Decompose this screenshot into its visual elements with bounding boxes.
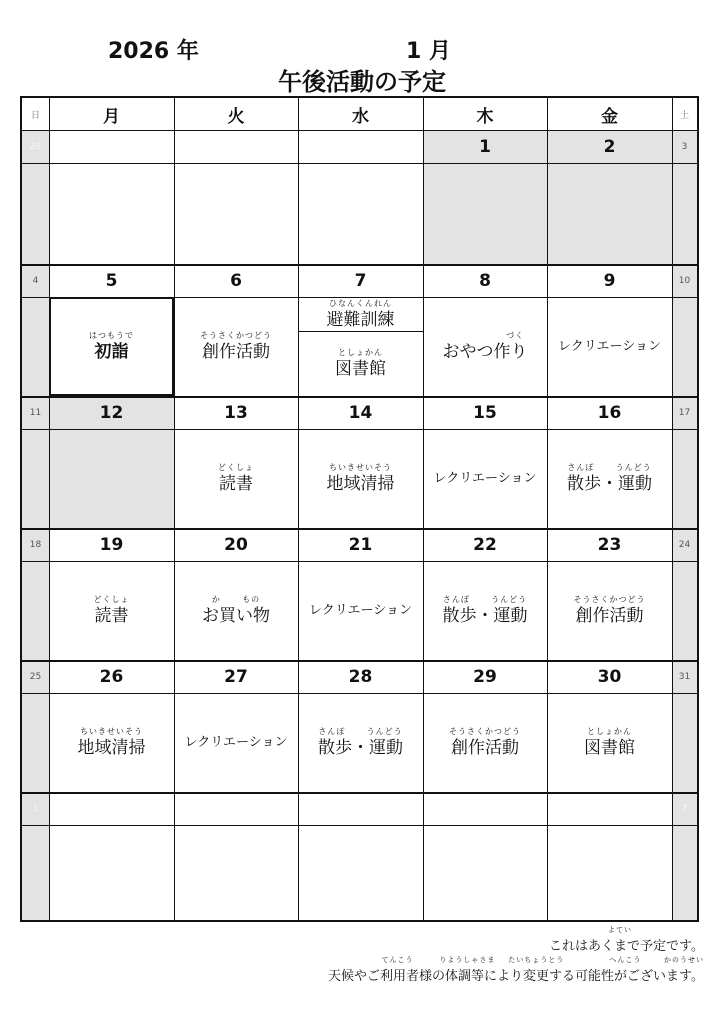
grid-row-line — [22, 297, 697, 298]
activity-ruby: そうさくかつどう — [200, 331, 272, 340]
grid-row-line — [22, 660, 697, 662]
day-number: 26 — [99, 666, 124, 687]
day-number: 19 — [99, 534, 124, 555]
activity-ruby: そうさくかつどう — [449, 727, 521, 736]
day-number: 27 — [224, 666, 248, 687]
grid-column-line — [423, 98, 424, 920]
day-number: 6 — [230, 270, 242, 291]
activity-cell — [49, 825, 174, 920]
day-number — [298, 792, 423, 825]
calendar-grid — [20, 96, 699, 922]
activity-name: 散歩・運動 — [318, 738, 403, 758]
activity-cell — [174, 429, 298, 528]
activity-item — [298, 331, 423, 396]
activity-name: 散歩・運動 — [442, 606, 528, 626]
sunday-date: 1 — [32, 803, 39, 814]
activity-name: 図書館 — [335, 359, 386, 379]
grid-row-line — [22, 693, 697, 694]
day-number: 20 — [224, 534, 248, 555]
weekday-header-4: 木 — [476, 106, 494, 127]
activity-name: 散歩・運動 — [567, 474, 652, 494]
activity-name: 読書 — [94, 606, 129, 626]
grid-column-line — [672, 98, 673, 920]
day-number: 29 — [473, 666, 497, 687]
activity-cell — [298, 163, 423, 264]
activity-ruby: か もの — [211, 595, 261, 604]
note-line-2-text: 天候やご利用者様の体調等により変更する可能性がございます。 — [328, 969, 704, 984]
activity-cell — [174, 297, 298, 396]
activity-cell — [174, 163, 298, 264]
activity-name: 地域清掃 — [77, 738, 146, 758]
weekday-header-5: 金 — [601, 106, 618, 127]
day-number: 8 — [479, 270, 491, 291]
activity-ruby: としょかん — [338, 348, 383, 357]
activity-name: 図書館 — [584, 738, 635, 758]
activity-ruby: さんぽ うんどう — [318, 727, 403, 736]
activity-ruby: ちいきせいそう — [80, 727, 143, 736]
day-number — [49, 130, 174, 163]
grid-column-line — [298, 98, 299, 920]
day-number: 28 — [348, 666, 373, 687]
saturday-date: 10 — [678, 275, 691, 286]
day-number: 1 — [479, 136, 491, 157]
activity-cell — [547, 693, 672, 792]
month-label: 1 月 — [406, 39, 451, 64]
activity-cell — [423, 825, 547, 920]
day-number: 14 — [348, 402, 373, 423]
activity-name: レクリエーション — [309, 602, 412, 618]
activity-cell — [547, 429, 672, 528]
activity-ruby: どくしょ — [93, 595, 130, 604]
activity-cell — [174, 561, 298, 660]
day-number — [547, 792, 672, 825]
activity-cell — [174, 825, 298, 920]
activity-cell — [547, 825, 672, 920]
saturday-date: 31 — [678, 671, 691, 682]
day-number — [49, 792, 174, 825]
saturday-date: 7 — [681, 803, 688, 814]
activity-ruby: はつもうで — [89, 331, 134, 340]
saturday-date: 24 — [678, 539, 691, 550]
day-number: 5 — [105, 270, 118, 291]
grid-row-line — [22, 163, 697, 164]
grid-row-line — [22, 264, 697, 266]
activity-cell — [423, 163, 547, 264]
activity-cell — [298, 693, 423, 792]
sunday-date: 4 — [32, 275, 39, 286]
activity-ruby: ひなんくんれん — [329, 298, 392, 308]
activity-name: 地域清掃 — [326, 474, 395, 494]
activity-name: レクリエーション — [184, 734, 288, 750]
activity-name: 初詣 — [94, 342, 129, 362]
grid-row-line — [22, 792, 697, 794]
activity-cell — [423, 561, 547, 660]
weekday-header-1: 月 — [103, 106, 120, 127]
day-number — [174, 792, 298, 825]
day-number — [423, 792, 547, 825]
day-number: 21 — [348, 534, 373, 555]
page-title: 午後活動の予定 — [278, 68, 446, 96]
day-number: 15 — [473, 402, 497, 423]
activity-ruby: どくしょ — [218, 463, 254, 472]
activity-cell — [298, 297, 423, 396]
activity-name: おやつ作り — [442, 342, 528, 362]
sunday-date: 11 — [29, 407, 42, 418]
activity-name: レクリエーション — [433, 470, 537, 486]
activity-ruby: さんぽ うんどう — [442, 595, 528, 604]
activity-cell — [423, 297, 547, 396]
sunday-date: 28 — [29, 141, 42, 152]
saturday-date: 17 — [678, 407, 691, 418]
saturday-date: 3 — [681, 141, 688, 152]
activity-name: 創作活動 — [202, 342, 270, 362]
note-line-1-text: これはあくまで予定です。 — [549, 939, 704, 954]
activity-ruby: としょかん — [587, 727, 632, 736]
activity-cell — [547, 163, 672, 264]
note-line-2 — [328, 956, 704, 984]
sunday-date: 18 — [29, 539, 42, 550]
grid-row-line — [22, 528, 697, 530]
activity-name: 創作活動 — [575, 606, 644, 626]
day-number: 16 — [597, 402, 622, 423]
grid-row-line — [22, 429, 697, 430]
grid-row-line — [22, 561, 697, 562]
grid-row-line — [22, 825, 697, 826]
activity-cell — [49, 163, 174, 264]
day-number: 13 — [224, 402, 248, 423]
activity-cell — [547, 297, 672, 396]
activity-ruby: づく — [445, 331, 525, 340]
activity-cell — [49, 561, 174, 660]
activity-ruby: さんぽ うんどう — [567, 463, 652, 472]
activity-name: 読書 — [219, 474, 253, 494]
grid-row-line — [22, 130, 697, 131]
grid-column-line — [547, 98, 548, 920]
sunday-date: 25 — [29, 671, 42, 682]
note-line-2-ruby: てんこう りようしゃさま たいちょうとう へんこう かのうせい — [381, 956, 704, 964]
day-number: 7 — [354, 270, 367, 291]
activity-ruby: ちいきせいそう — [329, 463, 392, 472]
grid-column-line — [174, 98, 175, 920]
day-number — [298, 130, 423, 163]
note-line-1-ruby: よてい — [608, 926, 632, 934]
day-number: 12 — [99, 402, 124, 423]
day-number: 9 — [603, 270, 616, 291]
grid-column-line — [49, 98, 50, 920]
grid-row-line — [22, 396, 697, 398]
activity-name: お買い物 — [202, 606, 270, 626]
weekday-header-2: 火 — [227, 106, 245, 127]
activity-name: 創作活動 — [451, 738, 519, 758]
day-number: 30 — [597, 666, 622, 687]
day-number: 23 — [597, 534, 622, 555]
year-label: 2026 年 — [108, 39, 199, 64]
activity-cell — [547, 561, 672, 660]
activity-name: 避難訓練 — [326, 309, 395, 330]
activity-cell — [49, 429, 174, 528]
activity-cell — [49, 297, 174, 396]
weekday-header-3: 水 — [352, 106, 369, 127]
activity-name: レクリエーション — [558, 338, 661, 354]
activity-cell — [423, 693, 547, 792]
activity-cell — [423, 429, 547, 528]
day-number: 2 — [603, 136, 616, 157]
weekday-header-0: 日 — [30, 110, 40, 121]
note-line-1 — [549, 926, 704, 954]
activity-ruby: そうさくかつどう — [573, 595, 646, 604]
activity-cell — [49, 693, 174, 792]
day-number: 22 — [473, 534, 497, 555]
activity-cell — [174, 693, 298, 792]
activity-item — [298, 297, 423, 332]
activity-cell — [298, 825, 423, 920]
day-number — [174, 130, 298, 163]
activity-cell — [298, 561, 423, 660]
weekday-header-6: 土 — [679, 110, 689, 121]
activity-cell — [298, 429, 423, 528]
